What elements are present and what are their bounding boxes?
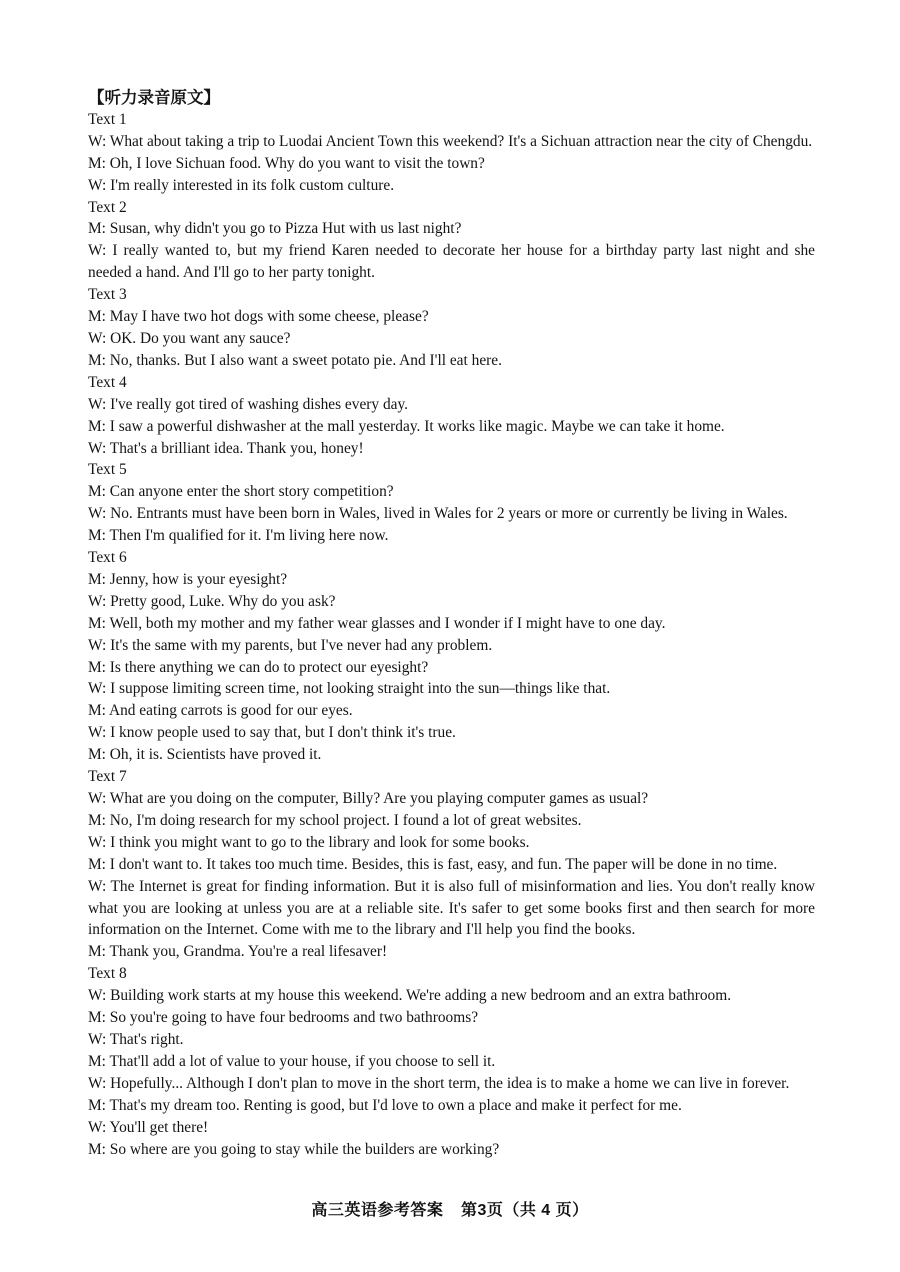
dialogue-section xyxy=(88,963,815,1160)
dialogue-line: M: Jenny, how is your eyesight? xyxy=(88,570,288,588)
dialogue-line: M: Oh, it is. Scientists have proved it. xyxy=(88,746,322,764)
dialogue-line: M: No, thanks. But I also want a sweet potato pie. And I'll eat here. xyxy=(88,351,502,369)
dialogue-section xyxy=(88,459,815,547)
section-title: Text 5 xyxy=(88,461,127,479)
listening-transcript xyxy=(88,87,815,1160)
dialogue-section xyxy=(88,284,815,372)
dialogue-line: W: Hopefully... Although I don't plan to move in the short term, the idea is to make a home we can live in forever. xyxy=(88,1074,790,1092)
dialogue-section xyxy=(88,109,815,197)
section-title: Text 7 xyxy=(88,768,127,786)
dialogue-line: W: I really wanted to, but my friend Karen needed to decorate her house for a birthday party last night and she needed a hand. And I'll go to her party tonight. xyxy=(88,242,815,282)
dialogue-line: M: No, I'm doing research for my school project. I found a lot of great websites. xyxy=(88,811,582,829)
dialogue-line: M: I don't want to. It takes too much time. Besides, this is fast, easy, and fun. The paper will be done in no time. xyxy=(88,855,778,873)
dialogue-section xyxy=(88,547,815,766)
dialogue-line: W: I think you might want to go to the library and look for some books. xyxy=(88,833,530,851)
dialogue-section xyxy=(88,766,815,963)
dialogue-line: M: Then I'm qualified for it. I'm living here now. xyxy=(88,527,389,545)
dialogue-line: W: You'll get there! xyxy=(88,1118,209,1136)
transcript-header: 【听力录音原文】 xyxy=(88,88,220,107)
page-footer xyxy=(0,1197,900,1220)
dialogue-line: W: OK. Do you want any sauce? xyxy=(88,329,291,347)
dialogue-line: M: And eating carrots is good for our eyes. xyxy=(88,702,353,720)
section-title: Text 3 xyxy=(88,286,127,304)
dialogue-line: W: I suppose limiting screen time, not looking straight into the sun—things like that. xyxy=(88,680,611,698)
dialogue-line: M: So where are you going to stay while the builders are working? xyxy=(88,1140,500,1158)
dialogue-line: M: Well, both my mother and my father wear glasses and I wonder if I might have to one day. xyxy=(88,614,666,632)
dialogue-line: M: May I have two hot dogs with some cheese, please? xyxy=(88,308,429,326)
dialogue-line: W: It's the same with my parents, but I've never had any problem. xyxy=(88,636,493,654)
dialogue-section xyxy=(88,197,815,285)
footer-doc-title: 高三英语参考答案 xyxy=(311,1202,444,1219)
dialogue-line: M: So you're going to have four bedrooms and two bathrooms? xyxy=(88,1009,479,1027)
dialogue-line: W: Building work starts at my house this weekend. We're adding a new bedroom and an extra bathroom. xyxy=(88,987,732,1005)
section-title: Text 2 xyxy=(88,198,127,216)
dialogue-line: M: That's my dream too. Renting is good, but I'd love to own a place and make it perfect for me. xyxy=(88,1096,682,1114)
section-title: Text 8 xyxy=(88,965,127,983)
dialogue-line: W: Pretty good, Luke. Why do you ask? xyxy=(88,592,336,610)
dialogue-line: W: What are you doing on the computer, Billy? Are you playing computer games as usual? xyxy=(88,790,649,807)
section-title: Text 1 xyxy=(88,110,127,128)
dialogue-line: W: I know people used to say that, but I don't think it's true. xyxy=(88,724,456,742)
transcript-sections xyxy=(88,109,815,1161)
dialogue-line: W: I've really got tired of washing dishes every day. xyxy=(88,395,409,413)
dialogue-section xyxy=(88,372,815,460)
section-title: Text 4 xyxy=(88,373,127,391)
dialogue-line: W: No. Entrants must have been born in Wales, lived in Wales for 2 years or more or currently be living in Wales. xyxy=(88,505,788,523)
footer-page-number: 第3页（共 4 页） xyxy=(460,1202,589,1219)
dialogue-line: W: I'm really interested in its folk custom culture. xyxy=(88,176,395,194)
dialogue-line: M: Can anyone enter the short story competition? xyxy=(88,483,394,501)
dialogue-line: W: That's right. xyxy=(88,1030,184,1048)
dialogue-line: W: That's a brilliant idea. Thank you, honey! xyxy=(88,439,364,457)
section-title: Text 6 xyxy=(88,549,127,567)
dialogue-line: M: Susan, why didn't you go to Pizza Hut with us last night? xyxy=(88,220,462,238)
dialogue-line: M: Is there anything we can do to protect our eyesight? xyxy=(88,658,429,676)
dialogue-line: W: The Internet is great for finding information. But it is also full of misinformation and lies. You don't really know what you are looking at unless you are at a reliable site. It's safer to get some books first and then search for more information on the Internet. Come with me to the library and I'll help you find the books. xyxy=(88,877,815,939)
dialogue-line: W: What about taking a trip to Luodai Ancient Town this weekend? It's a Sichuan attraction near the city of Chengdu. xyxy=(88,132,813,150)
dialogue-line: M: Oh, I love Sichuan food. Why do you want to visit the town? xyxy=(88,154,485,172)
dialogue-line: M: I saw a powerful dishwasher at the mall yesterday. It works like magic. Maybe we can take it home. xyxy=(88,417,725,435)
dialogue-line: M: That'll add a lot of value to your house, if you choose to sell it. xyxy=(88,1052,496,1070)
dialogue-line: M: Thank you, Grandma. You're a real lifesaver! xyxy=(88,943,388,961)
